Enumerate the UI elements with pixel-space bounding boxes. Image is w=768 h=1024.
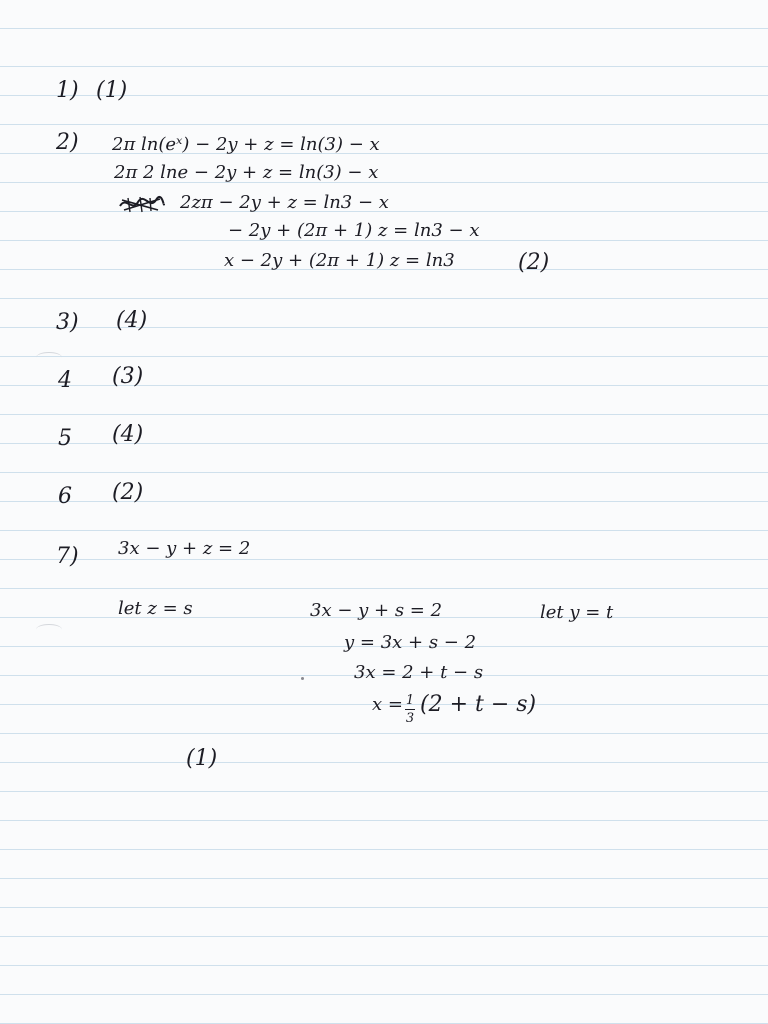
q4-number: 4 xyxy=(58,368,72,393)
q2-answer: (2) xyxy=(518,250,550,275)
q7-let-z: let z = s xyxy=(118,598,193,619)
fraction-denominator: 3 xyxy=(405,711,415,726)
fraction-numerator: 1 xyxy=(405,693,415,708)
q1-answer: (1) xyxy=(96,78,128,103)
q7-one-third-fraction xyxy=(405,694,415,725)
paper-crease-mark xyxy=(36,624,62,635)
q7-answer: (1) xyxy=(186,746,218,771)
q7-work-line-2: y = 3x + s − 2 xyxy=(344,632,477,653)
q2-work-line-2: 2π 2 lne − 2y + z = ln(3) − x xyxy=(114,162,379,183)
q6-number: 6 xyxy=(58,484,72,509)
q2-work-line-5: x − 2y + (2π + 1) z = ln3 xyxy=(224,250,455,271)
q7-work-line-3: 3x = 2 + t − s xyxy=(354,662,484,683)
crossed-out-scribble xyxy=(118,194,166,214)
q7-x-label: x = xyxy=(372,694,403,715)
q4-answer: (3) xyxy=(112,364,144,389)
q1-number: 1) xyxy=(56,78,79,103)
q2-work-line-4: − 2y + (2π + 1) z = ln3 − x xyxy=(228,220,480,241)
q7-equation: 3x − y + z = 2 xyxy=(118,538,251,559)
paper-crease-mark xyxy=(36,352,62,363)
q7-work-line-1: 3x − y + s = 2 xyxy=(310,600,443,621)
q7-let-y: let y = t xyxy=(540,602,614,623)
q7-number: 7) xyxy=(56,544,79,569)
stray-mark xyxy=(301,677,304,680)
q3-answer: (4) xyxy=(116,308,148,333)
q5-number: 5 xyxy=(58,426,72,451)
q6-answer: (2) xyxy=(112,480,144,505)
q2-work-line-1: 2π ln(eˣ) − 2y + z = ln(3) − x xyxy=(112,134,380,155)
q2-work-line-3: 2zπ − 2y + z = ln3 − x xyxy=(180,192,389,213)
q5-answer: (4) xyxy=(112,422,144,447)
fraction-bar xyxy=(405,709,415,710)
q2-number: 2) xyxy=(56,130,79,155)
q7-x-expression: (2 + t − s) xyxy=(420,692,537,717)
q3-number: 3) xyxy=(56,310,79,335)
